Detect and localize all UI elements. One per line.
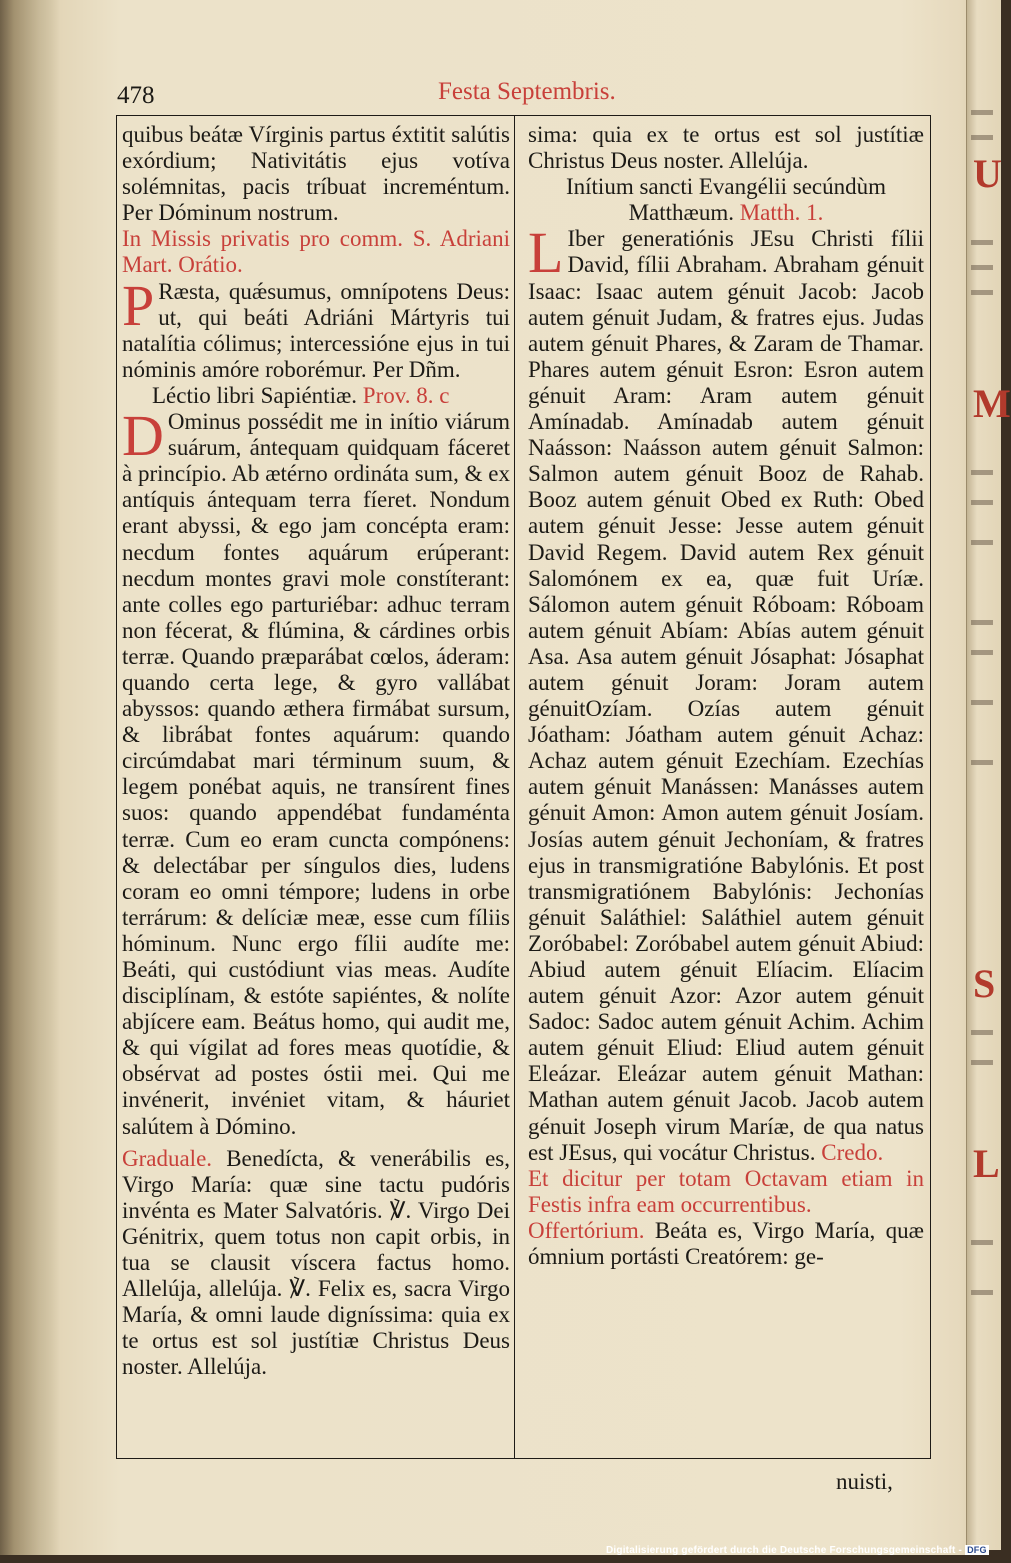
rubric-private-masses: In Missis privatis pro comm. S. Adriani Mart. Orátio. — [122, 226, 510, 278]
page-number: 478 — [117, 82, 155, 109]
funding-footer — [606, 1545, 989, 1556]
facing-page-edge: U M S L — [966, 0, 1001, 1550]
rubric-octave: Et dicitur per totam Octavam etiam in Festis infra eam occurrentibus. — [528, 1165, 924, 1217]
left-column — [122, 122, 510, 1381]
offertory-text: Beáta es, Virgo María, quæ ómnium portásti Creatórem: ge- — [528, 1217, 924, 1270]
offertory-label: Offertórium. — [528, 1217, 645, 1243]
lesson-heading — [122, 383, 510, 409]
gospel-reference: Matth. 1. — [739, 200, 824, 226]
prayer-ending: quibus beátæ Vírginis partus éxtitit salútis exórdium; Nativitátis ejus votíva solémnitas, pacis tríbuat increméntum. Per Dóminum nostrum. — [122, 122, 510, 226]
right-column — [528, 122, 924, 1270]
collect-paragraph — [122, 272, 510, 383]
gradual-label: Graduale. — [122, 1145, 213, 1171]
gradual-continuation: sima: quia ex te ortus est sol justítiæ Christus Deus noster. Allelúja. — [528, 122, 924, 174]
lesson-title: Léctio libri Sapiéntiæ. — [152, 382, 358, 408]
gradual-paragraph — [122, 1146, 510, 1381]
offertory-paragraph — [528, 1218, 924, 1270]
dfg-logo: DFG — [967, 1545, 987, 1555]
funding-note: Digitalisierung gefördert durch die Deutsche Forschungsgemeinschaft - — [606, 1545, 963, 1556]
drop-cap-initial: P — [122, 272, 155, 338]
gradual-text: Benedícta, & venerábilis es, Virgo María: quæ sine tactu pudóris invénta es Mater Salvatóris. ℣. Virgo Dei Génitrix, quem totus non capit orbis, in tua se clausit víscera factus homo. Allelúja, allelúja. ℣. Felix es, sacra Virgo María, & omni laude digníssima: quia ex te ortus est sol justítiæ Christus Deus noster. Allelúja. — [122, 1145, 510, 1380]
catchword: nuisti, — [836, 1469, 893, 1494]
gospel-heading — [528, 174, 924, 226]
running-title: Festa Septembris. — [438, 78, 616, 105]
gospel-paragraph — [528, 220, 924, 1165]
column-divider — [514, 115, 515, 1459]
lesson-text: Ominus possédit me in inítio viárum suárum, ántequam quidquam fáceret à princípio. Ab ætérno ordináta sum, & ex antíquis ántequam terra fíeret. Nondum erant abyssi, & ego jam concépta eram: necdum fontes aquárum erúperant: necdum montes gravi mole constíterant: ante colles ego parturiébar: adhuc terram non fécerat, & flúmina, & cárdines orbis terræ. Quando præparábat cœlos, áderam: quando certa lege, & gyro vallábat abyssos: quando æthera firmábat sursum, & librábat fontes aquárum: quando circúmdabat mari términum suum, & legem ponébat aquis, ne transírent fines suos: quando appendébat fundaménta terræ. Cum eo eram cuncta compónens: & delectábar per síngulos dies, ludens coram eo omni témpore; ludens in orbe terrárum: & delíciæ meæ, esse cum fíliis hóminum. Nunc ergo fílii audíte me: Beáti, qui custódiunt vias meas. Audíte disciplínam, & estóte sapiéntes, & nolíte abjícere eam. Beátus homo, qui audit me, & qui vígilat ad fores meas quotídie, & obsérvat ad postes óstii mei. Qui me invénerit, invéniet vitam, & háuriet salútem à Dómino. — [122, 409, 510, 1139]
gospel-title: Inítium sancti Evangélii secúndùm Matthæum. — [565, 174, 886, 226]
book-gutter — [0, 0, 60, 1555]
collect-text: Ræsta, quǽsumus, omnípotens Deus: ut, qui beáti Adriáni Mártyris tui natalítia cólimus; intercessióne ejus in tui nóminis amóre roborémur. Per Dñm. — [122, 278, 510, 382]
drop-cap-initial: D — [122, 403, 164, 469]
lesson-paragraph — [122, 403, 510, 1140]
lesson-reference: Prov. 8. c — [362, 382, 450, 408]
gospel-text: Iber generatiónis JEsu Christi fílii David, fílii Abraham. Abraham génuit Isaac: Isaac autem génuit Jacob: Jacob autem génuit Judam, & fratres ejus. Judas autem génuit Phares, & Zaram de Thamar. Phares autem génuit Esron: Esron autem génuit Aram: Aram autem génuit Amínadab. Amínadab autem génuit Naásson: Naásson autem génuit Salmon: Salmon autem génuit Booz de Rahab. Booz autem génuit Obed ex Ruth: Obed autem génuit Jesse: Jesse autem génuit David Regem. David autem Rex génuit Salomónem ex ea, quæ fuit Uríæ. Sálomon autem génuit Róboam: Róboam autem génuit Abíam: Abías autem génuit Asa. Asa autem génuit Jósaphat: Jósaphat autem génuit Joram: Joram autem génuitOzíam. Ozías autem génuit Jóatham: Jóatham autem génuit Achaz: Achaz autem génuit Ezechíam. Ezechías autem génuit Manássen: Manásses autem génuit Amon: Amon autem génuit Josíam. Josías autem génuit Jechoníam, & fratres ejus in transmigratióne Babylónis. Et post transmigratiónem Babylónis: Jechonías génuit Saláthiel: Saláthiel autem génuit Zoróbabel: Zoróbabel autem génuit Abiud: Abiud autem génuit Elíacim. Elíacim autem génuit Azor: Azor autem génuit Sadoc: Sadoc autem génuit Achim. Achim autem génuit Eliud: Eliud autem génuit Eleázar. Eleázar autem génuit Mathan: Mathan autem génuit Jacob. Jacob autem génuit Joseph virum Maríæ, de qua natus est JEsus, qui vocátur Christus. — [528, 226, 924, 1165]
credo-rubric: Credo. — [821, 1139, 884, 1165]
drop-cap-initial: L — [528, 220, 564, 286]
